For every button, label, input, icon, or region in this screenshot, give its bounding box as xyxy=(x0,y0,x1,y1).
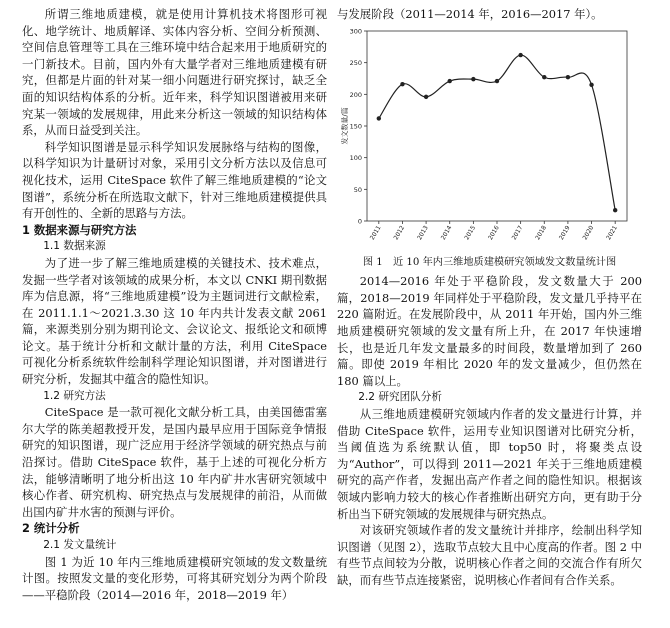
data-point xyxy=(471,77,475,81)
x-tick-label: 2020 xyxy=(581,224,596,241)
x-tick-label: 2015 xyxy=(463,224,478,241)
data-point xyxy=(495,78,499,82)
section-heading-1-1: 1.1 数据来源 xyxy=(43,240,106,253)
figure-1-caption: 图 1 近 10 年内三维地质建模研究领域发文数量统计图 xyxy=(362,256,617,268)
left-column xyxy=(22,6,327,603)
x-tick-label: 2014 xyxy=(439,224,454,241)
paragraph-intro: 所谓三维地质建模，就是使用计算机技术将图形可视化、地学统计、地质解译、实体内容分析、空间分析预测、空间信息管理等工具在三维环境中结合起来用于地质研究的一门新技术。目前，国内外有大量学者对三维地质建模有研究，但都是片面的针对某一细小问题进行研究探讨，缺乏全面的知识结构体系的分析。近年来，科学知识图谱被用来研究某一领域的发展规律，用此来分析这一领域的知识结构体系，从而日益受到关注。 xyxy=(22,7,327,138)
x-tick-label: 2012 xyxy=(392,224,407,241)
series-line xyxy=(379,55,615,210)
paragraph-method: CiteSpace 是一款可视化文献分析工具，由美国德雷塞尔大学的陈美超教授开发，是国内最早应用于国际竞争情报研究的知识图谱，现广泛应用于经济学领域的研究热点与前沿探讨。借助 CiteSpace 软件，基于上述的可视化分析方法，能够清晰明了地分析出这 10 年内矿井水害研究领域中核心作者、研究机构、研究热点与发展规律的前沿，从而做出国内矿井水害的预测与评价。 xyxy=(22,405,327,519)
x-tick-label: 2016 xyxy=(487,224,501,241)
figure-1-chart xyxy=(337,25,642,255)
paragraph-publication-stats: 图 1 为近 10 年内三维地质建模研究领域的发文数量统计图。按照发文量的变化形势，可将其研究划分为两个阶段——平稳阶段（2014—2016 年，2018—2019 年） xyxy=(22,554,327,602)
y-tick-label: 50 xyxy=(353,185,362,194)
x-tick-label: 2011 xyxy=(368,224,383,241)
paragraph-data-source: 为了进一步了解三维地质建模的关键技术、技术难点，发掘一些学者对该领域的成果分析，本文以 CNKI 期刊数据库为信息源，将“三维地质建模”设为主题词进行文献检索，在 2011.1.1～2021.3.30 这 10 年内共计发表文献 2061 篇，来源类别分别为期刊论文、会议论文、报纸论文和硕博论文。基于统计分析和文献计量的方法，利用 CiteSpace 可视化分析系统软件绘制科学理论知识图谱，并对图谱进行研究分析，发掘其中蕴含的隐性知识。 xyxy=(22,255,327,387)
x-tick-label: 2021 xyxy=(605,224,619,241)
x-tick-label: 2019 xyxy=(557,224,572,241)
paragraph-knowledge-graph: 科学知识图谱是显示科学知识发展脉络与结构的图像，以科学知识为计量研讨对象，采用引文分析方法以及信息可视化技术，运用 CiteSpace 软件了解三维地质建模的“论文图谱”，系统分析在所选取文献下，针对三维地质建模提供具有开创性的、全新的思路与方法。 xyxy=(22,139,327,221)
paragraph-continuation: 与发展阶段（2011—2014 年，2016—2017 年）。 xyxy=(337,7,603,21)
paragraph-team-analysis: 从三维地质建模研究领域内作者的发文量进行计算，并借助 CiteSpace 软件，运用专业知识图谱对比研究分析，当阈值选为系统默认值，即 top50 时，将聚类点设为“Author”，可以得到 2011—2021 年关于三维地质建模研究的高产作者，发掘出高产作者之间的隐性知识。根据该领域内影响力较大的核心作者推断出研究方向，更有助于分析出当下研究领域的发展规律与研究热点。 xyxy=(337,406,642,521)
section-heading-1: 1 数据来源与研究方法 xyxy=(22,222,137,237)
x-tick-label: 2017 xyxy=(510,224,525,241)
plot-frame xyxy=(367,31,627,221)
data-point xyxy=(448,78,452,82)
section-heading-2: 2 统计分析 xyxy=(22,521,80,536)
data-point xyxy=(400,82,404,86)
paragraph-author-map: 对该研究领域作者的发文量统计并排序，绘制出科学知识图谱（见图 2），选取节点较大且中心度高的作者。图 2 中有些节点间较为分散，说明核心作者之间的交流合作有所欠缺，而有些节点连接紧密，说明核心作者间有合作关系。 xyxy=(337,523,642,587)
y-tick-label: 150 xyxy=(349,122,362,131)
y-tick-label: 0 xyxy=(357,217,362,226)
y-tick-label: 100 xyxy=(349,153,362,162)
x-tick-label: 2013 xyxy=(416,224,430,241)
data-point xyxy=(377,116,381,120)
y-tick-label: 250 xyxy=(349,58,362,67)
data-point xyxy=(424,94,428,98)
section-heading-1-2: 1.2 研究方法 xyxy=(43,389,106,402)
data-point xyxy=(518,52,522,56)
y-axis-label: 发文数量/篇 xyxy=(341,106,349,145)
data-point xyxy=(613,208,617,212)
y-tick-label: 200 xyxy=(349,90,362,99)
y-tick-label: 300 xyxy=(349,27,362,36)
section-heading-2-1: 2.1 发文量统计 xyxy=(43,539,117,551)
right-column xyxy=(337,6,642,588)
data-point xyxy=(589,82,593,86)
section-heading-2-2: 2.2 研究团队分析 xyxy=(358,391,442,404)
data-point xyxy=(566,75,570,79)
x-tick-label: 2018 xyxy=(534,224,549,241)
paragraph-stage-analysis: 2014—2016 年处于平稳阶段，发文数量大于 200 篇，2018—2019 年同样处于平稳阶段，发文量几乎持平在 220 篇附近。在发展阶段中，从 2011 年开始，国内外三维地质建模研究领域的发文量有所上升，在 2017 年快速增长，也是近几年发文量最多的时间段，数量增加到了 260 篇。即使 2019 年相比 2020 年的发文量减少，但仍然在 180 篇以上。 xyxy=(337,274,642,388)
data-point xyxy=(542,75,546,79)
line-chart xyxy=(337,25,642,255)
